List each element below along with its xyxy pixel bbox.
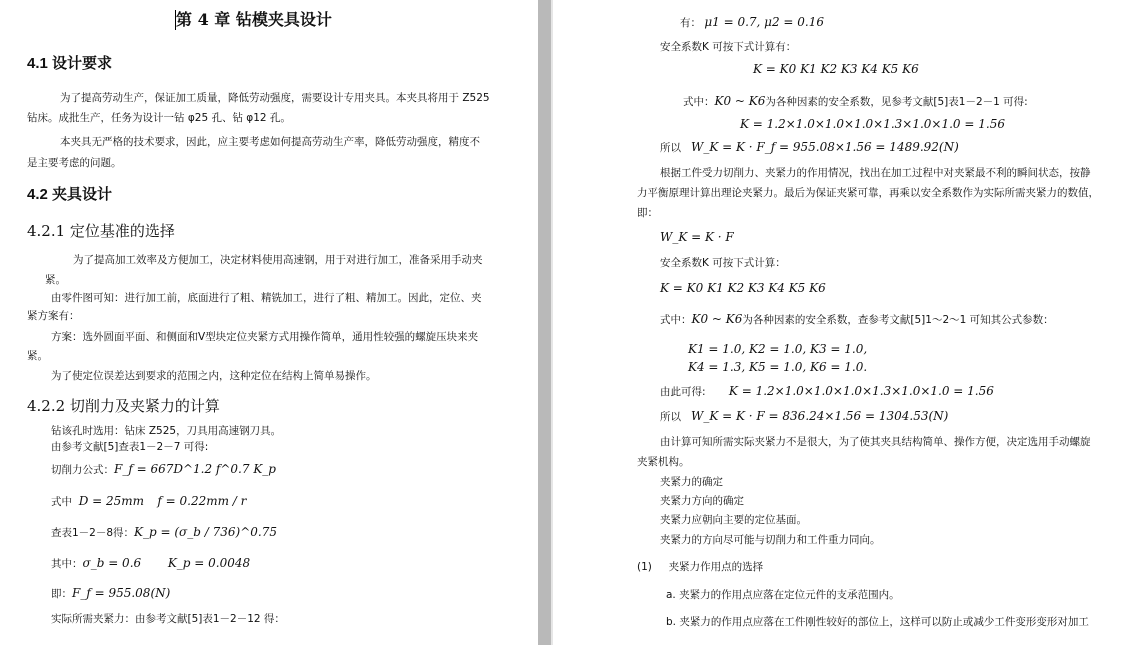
formula: W_K = K · F = 836.24×1.56 = 1304.53(N): [691, 409, 949, 423]
paragraph-line: 实际所需夹紧力：由参考文献[5]表1－2－12 得：: [51, 613, 285, 625]
formula-label: 其中：: [51, 558, 83, 570]
formula-label: 式中：: [660, 314, 692, 326]
formula-label: 式中: [51, 496, 72, 508]
paragraph-line: 力平衡原理计算出理论夹紧力。最后为保证夹紧可靠，再乘以安全系数作为实际所需夹紧力的数值，: [637, 187, 1099, 199]
paragraph-line: 钻该孔时选用：钻床 Z525，刀具用高速钢刀具。: [51, 425, 282, 437]
formula-label: 由此可得:: [660, 386, 706, 398]
formula-row: [683, 94, 1028, 109]
paragraph-line: 是主要考虑的问题。: [27, 157, 122, 169]
formula-row: [51, 462, 276, 477]
list-number: (1): [637, 561, 652, 573]
formula-label: 即：: [51, 588, 72, 600]
section-4-2-title: 4.2 夹具设计: [27, 186, 113, 203]
paragraph-line: 夹紧力的方向尽可能与切削力和工件重力同向。: [660, 534, 881, 546]
list-text: 夹紧力作用点的选择: [668, 561, 764, 573]
formula-row: [51, 525, 277, 540]
paragraph-line: 本夹具无严格的技术要求，因此，应主要考虑如何提高劳动生产率，降低劳动强度，精度不: [60, 136, 480, 148]
paragraph-line: 紧。: [45, 274, 66, 286]
paragraph-line: 为了使定位误差达到要求的范围之内，这种定位在结构上简单易操作。: [51, 370, 377, 382]
formula: f = 0.22mm / r: [157, 494, 247, 508]
formula: W_K = K · F_f = 955.08×1.56 = 1489.92(N): [691, 140, 959, 154]
formula: K = K0 K1 K2 K3 K4 K5 K6: [753, 62, 919, 76]
paragraph-line: 夹紧力方向的确定: [660, 495, 744, 507]
formula-row: [680, 15, 824, 30]
formula-row: [51, 494, 246, 509]
formula: K = 1.2×1.0×1.0×1.0×1.3×1.0×1.0 = 1.56: [728, 384, 994, 398]
formula: K = 1.2×1.0×1.0×1.0×1.3×1.0×1.0 = 1.56: [740, 117, 1005, 131]
formula-text: 为各种因素的安全系数，查参考文献[5]1～2～1 可知其公式参数：: [742, 314, 1054, 326]
paragraph-line: 钻床。成批生产，任务为设计一钻 φ25 孔、钻 φ12 孔。: [27, 112, 291, 124]
formula-row: [660, 409, 948, 424]
paragraph-line: 由参考文献[5]查表1－2－7 可得:: [51, 441, 209, 453]
formula-row: [660, 384, 994, 399]
list-item: a. 夹紧力的作用点应落在定位元件的支承范围内。: [666, 589, 900, 601]
formula: K1 = 1.0, K2 = 1.0, K3 = 1.0,: [688, 342, 868, 356]
paragraph-line: 紧。: [27, 350, 48, 362]
formula-label: 查表1－2－8得：: [51, 527, 135, 539]
formula-row: [660, 140, 959, 155]
formula: F_f = 667D^1.2 f^0.7 K_p: [114, 462, 276, 476]
section-4-1-title: 4.1 设计要求: [27, 55, 113, 72]
paragraph-line: 由计算可知所需实际夹紧力不是很大，为了使其夹具结构简单、操作方便，决定选用手动螺旋: [660, 436, 1091, 448]
document-page-left: [0, 0, 538, 645]
formula-row: [51, 586, 170, 601]
formula: D = 25mm: [78, 494, 145, 508]
formula-label: 有：: [680, 17, 701, 29]
formula-row: [660, 312, 1054, 327]
formula-label: 所以: [660, 411, 681, 423]
formula: K_p = 0.0048: [167, 556, 251, 570]
section-4-2-2-title: 4.2.2 切削力及夹紧力的计算: [27, 397, 220, 415]
chapter-title: 第 4 章 钻模夹具设计: [176, 10, 332, 29]
paragraph-line: 为了提高加工效率及方便加工，决定材料使用高速钢，用于对进行加工，准备采用手动夹: [73, 254, 483, 266]
list-item: b. 夹紧力的作用点应落在工件刚性较好的部位上，这样可以防止或减少工件变形变形对加工: [666, 616, 1089, 628]
formula: K4 = 1.3, K5 = 1.0, K6 = 1.0.: [688, 360, 868, 374]
formula: K0 ~ K6: [691, 312, 743, 326]
formula: σ_b = 0.6: [82, 556, 142, 570]
paragraph-line: 由零件图可知：进行加工前，底面进行了粗、精铣加工，进行了粗、精加工。因此，定位、夹: [51, 292, 482, 304]
paragraph-line: 夹紧力应朝向主要的定位基面。: [660, 514, 807, 526]
formula: F_f = 955.08(N): [72, 586, 171, 600]
formula: W_K = K · F: [660, 230, 734, 244]
paragraph-line: 紧方案有：: [27, 310, 80, 322]
formula-label: 式中：: [683, 96, 715, 108]
list-heading: [637, 560, 763, 574]
formula: μ1 = 0.7, μ2 = 0.16: [704, 15, 825, 29]
formula: K = K0 K1 K2 K3 K4 K5 K6: [660, 281, 826, 295]
paragraph-line: 夹紧力的确定: [660, 476, 723, 488]
text-cursor: [175, 10, 176, 30]
formula-label: 切削力公式：: [51, 464, 114, 476]
paragraph-line: 安全系数K 可按下式计算有：: [660, 41, 797, 53]
formula: K_p = (σ_b / 736)^0.75: [134, 525, 277, 539]
formula: K0 ~ K6: [714, 94, 766, 108]
formula-text: 为各种因素的安全系数，见参考文献[5]表1－2－1 可得:: [765, 96, 1028, 108]
paragraph-line: 夹紧机构。: [637, 456, 690, 468]
formula-row: [51, 556, 250, 571]
paragraph-line: 即：: [637, 207, 658, 219]
section-4-2-1-title: 4.2.1 定位基准的选择: [27, 222, 175, 240]
paragraph-line: 安全系数K 可按下式计算：: [660, 257, 786, 269]
paragraph-line: 为了提高劳动生产，保证加工质量，降低劳动强度，需要设计专用夹具。本夹具将用于 Z525: [60, 92, 490, 104]
paragraph-line: 方案：选外圆面平面、和侧面和V型块定位夹紧方式用操作简单，通用性较强的螺旋压块来夹: [51, 331, 479, 343]
paragraph-line: 根据工件受力切削力、夹紧力的作用情况，找出在加工过程中对夹紧最不利的瞬间状态，按静: [660, 167, 1091, 179]
document-page-right: [553, 0, 1123, 645]
formula-label: 所以: [660, 142, 681, 154]
